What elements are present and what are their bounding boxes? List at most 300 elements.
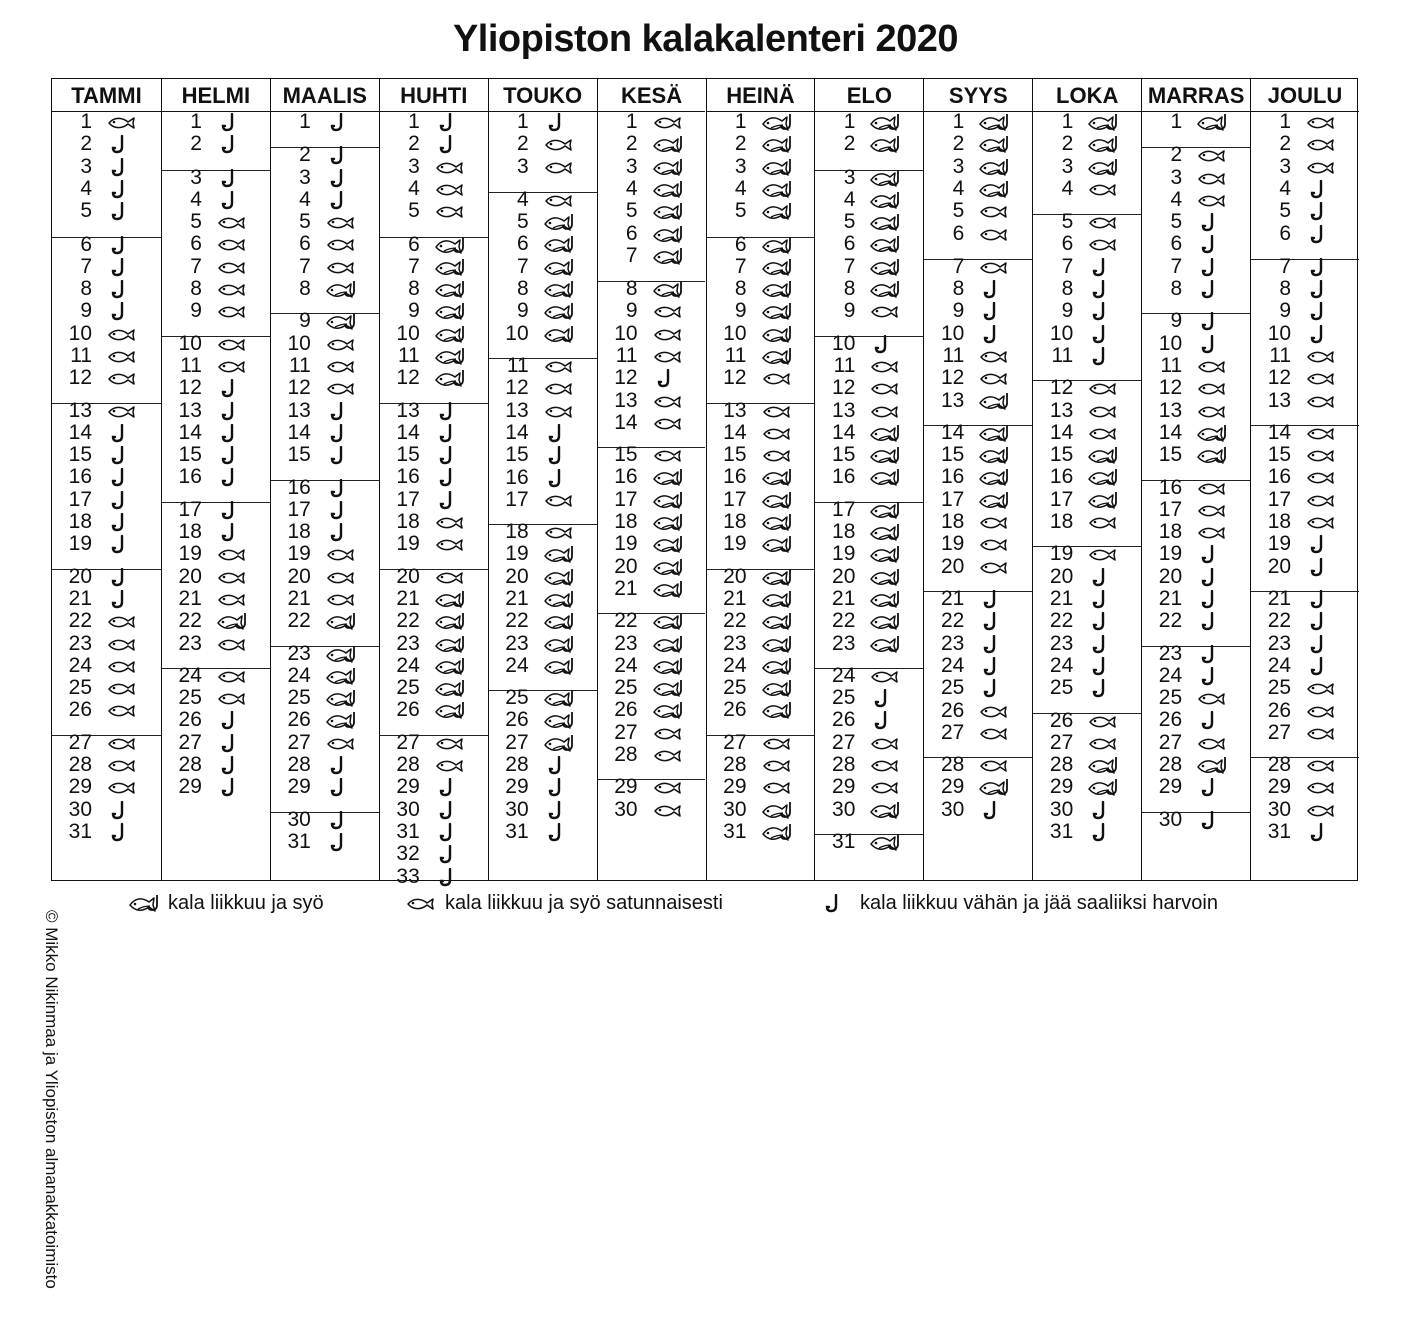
fish-hook-icon [869, 213, 903, 233]
day-number: 8 [190, 277, 202, 301]
day-row [52, 300, 161, 322]
fish-icon [216, 302, 250, 322]
hook-icon [434, 801, 468, 821]
day-number: 18 [287, 520, 311, 544]
hook-icon [216, 711, 250, 731]
day-row [380, 367, 488, 389]
day-number: 30 [68, 797, 92, 821]
day-number: 30 [396, 797, 420, 821]
day-row [380, 178, 488, 200]
fish-icon [106, 734, 140, 754]
fish-icon [978, 535, 1012, 555]
day-row [271, 643, 379, 665]
day-number: 4 [516, 187, 529, 211]
week-group [489, 354, 597, 511]
fish-icon [1087, 513, 1121, 533]
month-header: SYYS [924, 79, 1032, 112]
fish-icon [652, 302, 686, 322]
day-row [1033, 489, 1141, 511]
day-number: 11 [506, 354, 529, 377]
hook-icon [434, 113, 468, 133]
fish-hook-icon [543, 302, 577, 322]
fish-hook-icon [978, 446, 1012, 466]
day-row [1251, 390, 1359, 412]
day-row [924, 422, 1032, 444]
day-number: 22 [832, 609, 856, 633]
day-number: 31 [723, 819, 747, 843]
day-number: 24 [178, 663, 202, 687]
day-row [924, 111, 1032, 133]
month-column-helmi [161, 79, 270, 880]
hook-icon [1305, 325, 1339, 345]
day-number: 1 [843, 110, 856, 133]
day-number: 19 [614, 532, 638, 556]
fish-hook-icon [761, 491, 795, 511]
fish-hook-icon [761, 590, 795, 610]
day-row [52, 466, 161, 488]
fish-icon [434, 756, 468, 776]
day-row [162, 466, 270, 488]
day-row [52, 511, 161, 533]
day-row [924, 511, 1032, 533]
day-row [707, 133, 815, 155]
day-number: 2 [1170, 143, 1183, 167]
day-row [598, 489, 706, 511]
day-row [598, 533, 706, 555]
fish-icon [325, 357, 359, 377]
fish-hook-icon [978, 424, 1012, 444]
day-number: 7 [299, 254, 311, 278]
fish-hook-icon [543, 325, 577, 345]
week-group [1251, 254, 1359, 412]
hook-icon [1087, 823, 1121, 843]
day-row [924, 533, 1032, 555]
day-number: 7 [843, 254, 856, 278]
day-number: 2 [952, 132, 965, 156]
day-row [1142, 776, 1250, 798]
day-row [1033, 566, 1141, 588]
fish-icon [869, 667, 903, 687]
fish-hook-icon [761, 280, 795, 300]
day-row [1251, 422, 1359, 444]
fish-hook-icon [434, 679, 468, 699]
day-row [1251, 133, 1359, 155]
fish-icon [652, 392, 686, 412]
day-row [598, 655, 706, 677]
week-group [1251, 420, 1359, 578]
day-row [52, 256, 161, 278]
day-number: 6 [516, 232, 529, 256]
day-row [1033, 511, 1141, 533]
day-row [1142, 377, 1250, 399]
hook-icon [1196, 213, 1230, 233]
day-number: 1 [299, 110, 311, 133]
day-row [1251, 655, 1359, 677]
day-row [924, 677, 1032, 699]
day-number: 20 [723, 564, 747, 588]
day-row [489, 233, 597, 255]
day-number: 17 [940, 487, 965, 511]
day-number: 21 [940, 587, 965, 610]
day-number: 21 [505, 586, 529, 610]
day-row [271, 543, 379, 565]
day-number: 12 [940, 366, 965, 390]
legend-item-rare [820, 892, 1218, 915]
month-column-heinä [706, 79, 815, 880]
day-row [1142, 610, 1250, 632]
day-row [815, 444, 923, 466]
day-number: 2 [734, 132, 747, 156]
day-row [1033, 466, 1141, 488]
day-row [380, 133, 488, 155]
fish-icon [325, 213, 359, 233]
day-number: 22 [396, 609, 420, 633]
fish-hook-icon [761, 513, 795, 533]
day-number: 24 [1049, 653, 1074, 677]
day-row [380, 610, 488, 632]
day-number: 22 [287, 609, 311, 633]
day-number: 18 [68, 510, 92, 534]
day-number: 28 [1267, 753, 1292, 777]
fish-icon [1305, 468, 1339, 488]
hook-icon [1305, 225, 1339, 245]
day-number: 6 [952, 221, 965, 245]
day-row [1251, 799, 1359, 821]
day-row [924, 556, 1032, 578]
legend-item-active [128, 892, 324, 915]
week-group [924, 254, 1032, 412]
fish-icon [543, 357, 577, 377]
fish-icon [1305, 113, 1339, 133]
fish-hook-icon [543, 235, 577, 255]
day-number: 30 [505, 797, 529, 821]
day-number: 1 [734, 110, 747, 133]
day-row [1251, 200, 1359, 222]
fish-icon [761, 756, 795, 776]
day-number: 10 [614, 321, 638, 345]
fish-icon [1305, 513, 1339, 533]
hook-icon [1196, 667, 1230, 687]
fish-icon [106, 756, 140, 776]
day-number: 1 [516, 110, 529, 133]
day-number: 7 [408, 254, 420, 278]
fish-hook-icon [1087, 756, 1121, 776]
day-row [707, 776, 815, 798]
day-row [271, 754, 379, 776]
day-number: 21 [68, 586, 92, 610]
day-number: 9 [1279, 299, 1292, 323]
fish-icon [978, 202, 1012, 222]
day-number: 4 [952, 176, 965, 200]
fish-hook-icon [761, 202, 795, 222]
day-number: 28 [287, 753, 311, 777]
fish-icon [1087, 424, 1121, 444]
day-number: 29 [1049, 775, 1074, 799]
day-row [489, 732, 597, 754]
hook-icon [1305, 590, 1339, 610]
day-row [380, 754, 488, 776]
fish-hook-icon [761, 679, 795, 699]
day-row [162, 633, 270, 655]
day-row [598, 111, 706, 133]
hook-icon [1087, 657, 1121, 677]
day-row [1251, 156, 1359, 178]
day-number: 20 [287, 564, 311, 588]
hook-icon [434, 468, 468, 488]
day-number: 12 [1267, 366, 1292, 390]
week-group [489, 187, 597, 345]
fish-hook-icon [434, 236, 468, 256]
fish-icon [1305, 392, 1339, 412]
day-row [1251, 178, 1359, 200]
day-number: 13 [396, 398, 420, 422]
day-row [598, 511, 706, 533]
day-number: 9 [734, 299, 747, 323]
week-group [271, 309, 379, 467]
day-row [924, 466, 1032, 488]
day-row [1033, 156, 1141, 178]
day-number: 28 [723, 753, 747, 777]
day-row [1033, 111, 1141, 133]
month-column-touko [488, 79, 597, 880]
day-row [1142, 233, 1250, 255]
day-row [271, 521, 379, 543]
fish-hook-icon [1087, 446, 1121, 466]
day-number: 11 [942, 343, 965, 367]
fish-hook-icon [434, 280, 468, 300]
day-number: 3 [80, 154, 92, 178]
hook-icon [434, 446, 468, 466]
fish-hook-icon [325, 667, 359, 687]
day-row [162, 333, 270, 355]
day-row [707, 400, 815, 422]
day-number: 26 [68, 698, 92, 722]
day-number: 13 [178, 398, 202, 422]
day-row [1142, 144, 1250, 166]
day-row [380, 732, 488, 754]
day-number: 4 [1279, 176, 1292, 200]
day-row [489, 610, 597, 632]
day-number: 27 [723, 730, 747, 754]
fish-icon [1087, 712, 1121, 732]
day-number: 31 [396, 819, 420, 843]
fish-hook-icon [978, 468, 1012, 488]
day-row [162, 543, 270, 565]
fish-hook-icon [434, 635, 468, 655]
day-row [707, 278, 815, 300]
day-row [1142, 521, 1250, 543]
fish-icon [978, 369, 1012, 389]
day-row [1142, 754, 1250, 776]
day-row [52, 633, 161, 655]
day-number: 29 [940, 775, 965, 799]
day-number: 18 [178, 520, 202, 544]
hook-icon [106, 446, 140, 466]
day-number: 7 [1061, 254, 1074, 278]
fish-icon [434, 180, 468, 200]
week-group [52, 564, 161, 722]
fish-icon [652, 724, 686, 744]
day-number: 29 [723, 775, 747, 799]
day-number: 7 [952, 254, 965, 278]
fish-hook-icon [652, 635, 686, 655]
day-number: 19 [723, 532, 747, 556]
day-row [815, 799, 923, 821]
day-number: 29 [832, 775, 856, 799]
hook-icon [543, 113, 577, 133]
fish-icon [1196, 169, 1230, 189]
fish-hook-icon [543, 711, 577, 731]
fish-icon [216, 235, 250, 255]
day-row [598, 444, 706, 466]
day-row [162, 300, 270, 322]
day-number: 9 [952, 299, 965, 323]
fish-hook-icon [869, 258, 903, 278]
hook-icon [1305, 558, 1339, 578]
fish-hook-icon [434, 325, 468, 345]
week-group [598, 443, 706, 600]
fish-hook-icon [1196, 446, 1230, 466]
day-row [162, 189, 270, 211]
day-row [162, 355, 270, 377]
day-number: 4 [843, 187, 856, 211]
day-number: 16 [1267, 465, 1292, 489]
day-number: 14 [940, 420, 965, 444]
day-number: 8 [1279, 277, 1292, 301]
day-row [380, 444, 488, 466]
fish-hook-icon [325, 645, 359, 665]
fish-icon [1305, 347, 1339, 367]
week-group [598, 277, 706, 434]
fish-hook-icon [216, 612, 250, 632]
day-row [52, 367, 161, 389]
week-group [271, 475, 379, 633]
day-row [52, 821, 161, 843]
day-row [1142, 566, 1250, 588]
day-row [1251, 300, 1359, 322]
month-column-kesä [597, 79, 706, 880]
fish-icon [216, 335, 250, 355]
day-number: 3 [952, 154, 965, 178]
day-number: 10 [723, 321, 747, 345]
day-row [924, 133, 1032, 155]
fish-hook-icon [1087, 113, 1121, 133]
day-row [162, 776, 270, 798]
day-number: 20 [396, 564, 420, 588]
hook-icon [434, 135, 468, 155]
day-row [1251, 610, 1359, 632]
day-number: 5 [1061, 210, 1074, 234]
day-row [380, 776, 488, 798]
day-row [1033, 754, 1141, 776]
day-number: 25 [505, 686, 529, 710]
day-row [924, 367, 1032, 389]
day-number: 6 [1061, 232, 1074, 256]
day-number: 23 [832, 631, 856, 655]
day-number: 15 [832, 443, 856, 467]
day-row [1142, 189, 1250, 211]
hook-icon [216, 446, 250, 466]
day-row [815, 167, 923, 189]
day-number: 17 [287, 497, 311, 521]
fish-icon [978, 724, 1012, 744]
hook-icon [543, 801, 577, 821]
hook-icon [216, 468, 250, 488]
hook-icon [434, 424, 468, 444]
day-number: 15 [614, 443, 638, 467]
hook-icon [106, 202, 140, 222]
day-number: 23 [287, 641, 311, 665]
day-row [271, 831, 379, 853]
day-number: 31 [287, 829, 311, 853]
fish-hook-icon [1196, 424, 1230, 444]
hook-icon [1087, 568, 1121, 588]
day-number: 10 [287, 331, 311, 355]
hook-icon [978, 590, 1012, 610]
fish-icon [1196, 689, 1230, 709]
day-row [815, 831, 923, 853]
day-number: 27 [68, 730, 92, 754]
hook-icon [325, 146, 359, 166]
day-row [1251, 466, 1359, 488]
day-number: 14 [178, 420, 202, 444]
day-row [1142, 499, 1250, 521]
day-row [271, 444, 379, 466]
fish-icon [652, 347, 686, 367]
fish-hook-icon [1196, 113, 1230, 133]
week-group [1142, 641, 1250, 799]
day-number: 24 [68, 653, 92, 677]
fish-icon [543, 379, 577, 399]
week-group [707, 564, 815, 722]
fish-icon [325, 734, 359, 754]
day-row [271, 400, 379, 422]
fish-icon [978, 513, 1012, 533]
day-row [271, 499, 379, 521]
day-number: 30 [1267, 797, 1292, 821]
day-number: 6 [408, 232, 420, 256]
day-number: 16 [1049, 465, 1074, 489]
hook-icon [978, 325, 1012, 345]
fish-hook-icon [761, 701, 795, 721]
day-number: 18 [396, 510, 420, 534]
fish-hook-icon [652, 491, 686, 511]
day-number: 30 [1158, 807, 1183, 831]
day-number: 8 [1061, 277, 1074, 301]
fish-icon [434, 734, 468, 754]
day-row [271, 310, 379, 332]
fish-hook-icon [652, 558, 686, 578]
hook-icon [1305, 635, 1339, 655]
week-group [707, 232, 815, 390]
day-number: 23 [396, 631, 420, 655]
day-number: 29 [287, 775, 311, 799]
day-number: 6 [80, 232, 92, 256]
day-row [489, 588, 597, 610]
fish-hook-icon [652, 180, 686, 200]
fish-icon [1087, 379, 1121, 399]
day-row [1033, 732, 1141, 754]
day-number: 1 [190, 110, 202, 133]
day-number: 25 [940, 676, 965, 700]
fish-hook-icon [761, 236, 795, 256]
day-number: 30 [1049, 797, 1074, 821]
day-number: 20 [1049, 564, 1074, 588]
day-row [1251, 367, 1359, 389]
hook-icon [325, 479, 359, 499]
fish-icon [869, 402, 903, 422]
day-row [815, 466, 923, 488]
